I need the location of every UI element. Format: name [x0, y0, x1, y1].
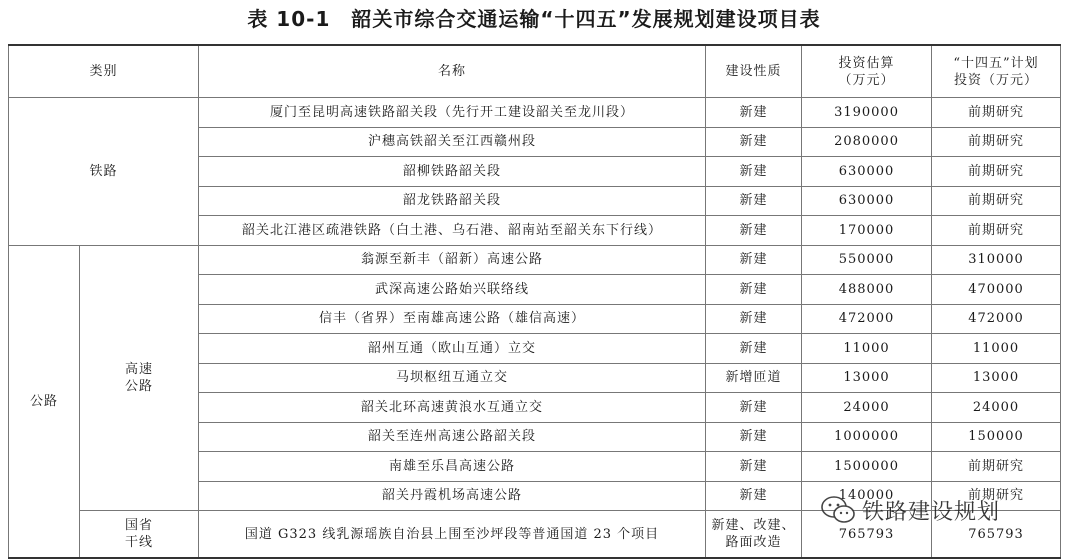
row-nature: 新建	[706, 275, 802, 305]
row-nature: 新增匝道	[706, 363, 802, 393]
header-investment: 投资估算 （万元）	[802, 45, 932, 98]
row-plan: 前期研究	[932, 216, 1061, 246]
watermark	[820, 494, 1000, 526]
row-nature: 新建	[706, 98, 802, 128]
row-plan: 前期研究	[932, 452, 1061, 482]
row-plan: 310000	[932, 245, 1061, 275]
row-nature: 新建、改建、 路面改造	[706, 511, 802, 559]
row-nature: 新建	[706, 157, 802, 187]
group-railway: 铁路	[9, 98, 199, 246]
row-name: 翁源至新丰（韶新）高速公路	[199, 245, 706, 275]
row-nature: 新建	[706, 422, 802, 452]
row-plan: 前期研究	[932, 127, 1061, 157]
row-investment: 2080000	[802, 127, 932, 157]
row-plan: 前期研究	[932, 481, 1061, 511]
projects-table	[8, 44, 1061, 559]
header-plan: “十四五”计划 投资（万元）	[932, 45, 1061, 98]
row-investment: 1500000	[802, 452, 932, 482]
wechat-icon	[820, 495, 856, 525]
row-investment: 630000	[802, 157, 932, 187]
row-investment: 3190000	[802, 98, 932, 128]
row-nature: 新建	[706, 127, 802, 157]
header-name: 名称	[199, 45, 706, 98]
row-nature: 新建	[706, 481, 802, 511]
table-row	[9, 98, 1061, 128]
group-highway: 公路	[9, 245, 80, 558]
row-nature: 新建	[706, 334, 802, 364]
table-header-row	[9, 45, 1061, 98]
row-investment: 13000	[802, 363, 932, 393]
row-investment: 140000	[802, 481, 932, 511]
row-name: 厦门至昆明高速铁路韶关段（先行开工建设韶关至龙川段）	[199, 98, 706, 128]
row-name: 韶州互通（欧山互通）立交	[199, 334, 706, 364]
row-plan: 11000	[932, 334, 1061, 364]
row-plan: 150000	[932, 422, 1061, 452]
row-name: 沪穗高铁韶关至江西赣州段	[199, 127, 706, 157]
row-name: 韶关北江港区疏港铁路（白土港、乌石港、韶南站至韶关东下行线）	[199, 216, 706, 246]
row-investment: 472000	[802, 304, 932, 334]
row-name: 国道 G323 线乳源瑶族自治县上围至沙坪段等普通国道 23 个项目	[199, 511, 706, 559]
row-plan: 13000	[932, 363, 1061, 393]
header-nature: 建设性质	[706, 45, 802, 98]
row-name: 韶关北环高速黄浪水互通立交	[199, 393, 706, 423]
row-nature: 新建	[706, 245, 802, 275]
row-investment: 1000000	[802, 422, 932, 452]
row-investment: 170000	[802, 216, 932, 246]
subgroup-national-trunk: 国省 干线	[80, 511, 199, 559]
row-name: 信丰（省界）至南雄高速公路（雄信高速）	[199, 304, 706, 334]
row-name: 韶柳铁路韶关段	[199, 157, 706, 187]
row-plan: 24000	[932, 393, 1061, 423]
row-investment: 630000	[802, 186, 932, 216]
row-name: 韶龙铁路韶关段	[199, 186, 706, 216]
row-plan: 前期研究	[932, 157, 1061, 187]
row-nature: 新建	[706, 186, 802, 216]
watermark-text: 铁路建设规划	[862, 499, 1001, 525]
row-investment: 24000	[802, 393, 932, 423]
row-nature: 新建	[706, 216, 802, 246]
row-nature: 新建	[706, 393, 802, 423]
row-plan: 472000	[932, 304, 1061, 334]
row-name: 韶关丹霞机场高速公路	[199, 481, 706, 511]
subgroup-expressway: 高速 公路	[80, 245, 199, 511]
row-plan: 470000	[932, 275, 1061, 305]
table-row	[9, 245, 1061, 275]
page-title: 表 10-1 韶关市综合交通运输“十四五”发展规划建设项目表	[247, 7, 821, 31]
row-name: 韶关至连州高速公路韶关段	[199, 422, 706, 452]
header-category: 类别	[9, 45, 199, 98]
row-name: 马坝枢纽互通立交	[199, 363, 706, 393]
row-investment: 765793	[802, 511, 932, 559]
row-plan: 前期研究	[932, 186, 1061, 216]
row-nature: 新建	[706, 452, 802, 482]
row-plan: 前期研究	[932, 98, 1061, 128]
row-investment: 488000	[802, 275, 932, 305]
row-plan: 765793	[932, 511, 1061, 559]
row-investment: 11000	[802, 334, 932, 364]
row-investment: 550000	[802, 245, 932, 275]
row-nature: 新建	[706, 304, 802, 334]
row-name: 南雄至乐昌高速公路	[199, 452, 706, 482]
row-name: 武深高速公路始兴联络线	[199, 275, 706, 305]
